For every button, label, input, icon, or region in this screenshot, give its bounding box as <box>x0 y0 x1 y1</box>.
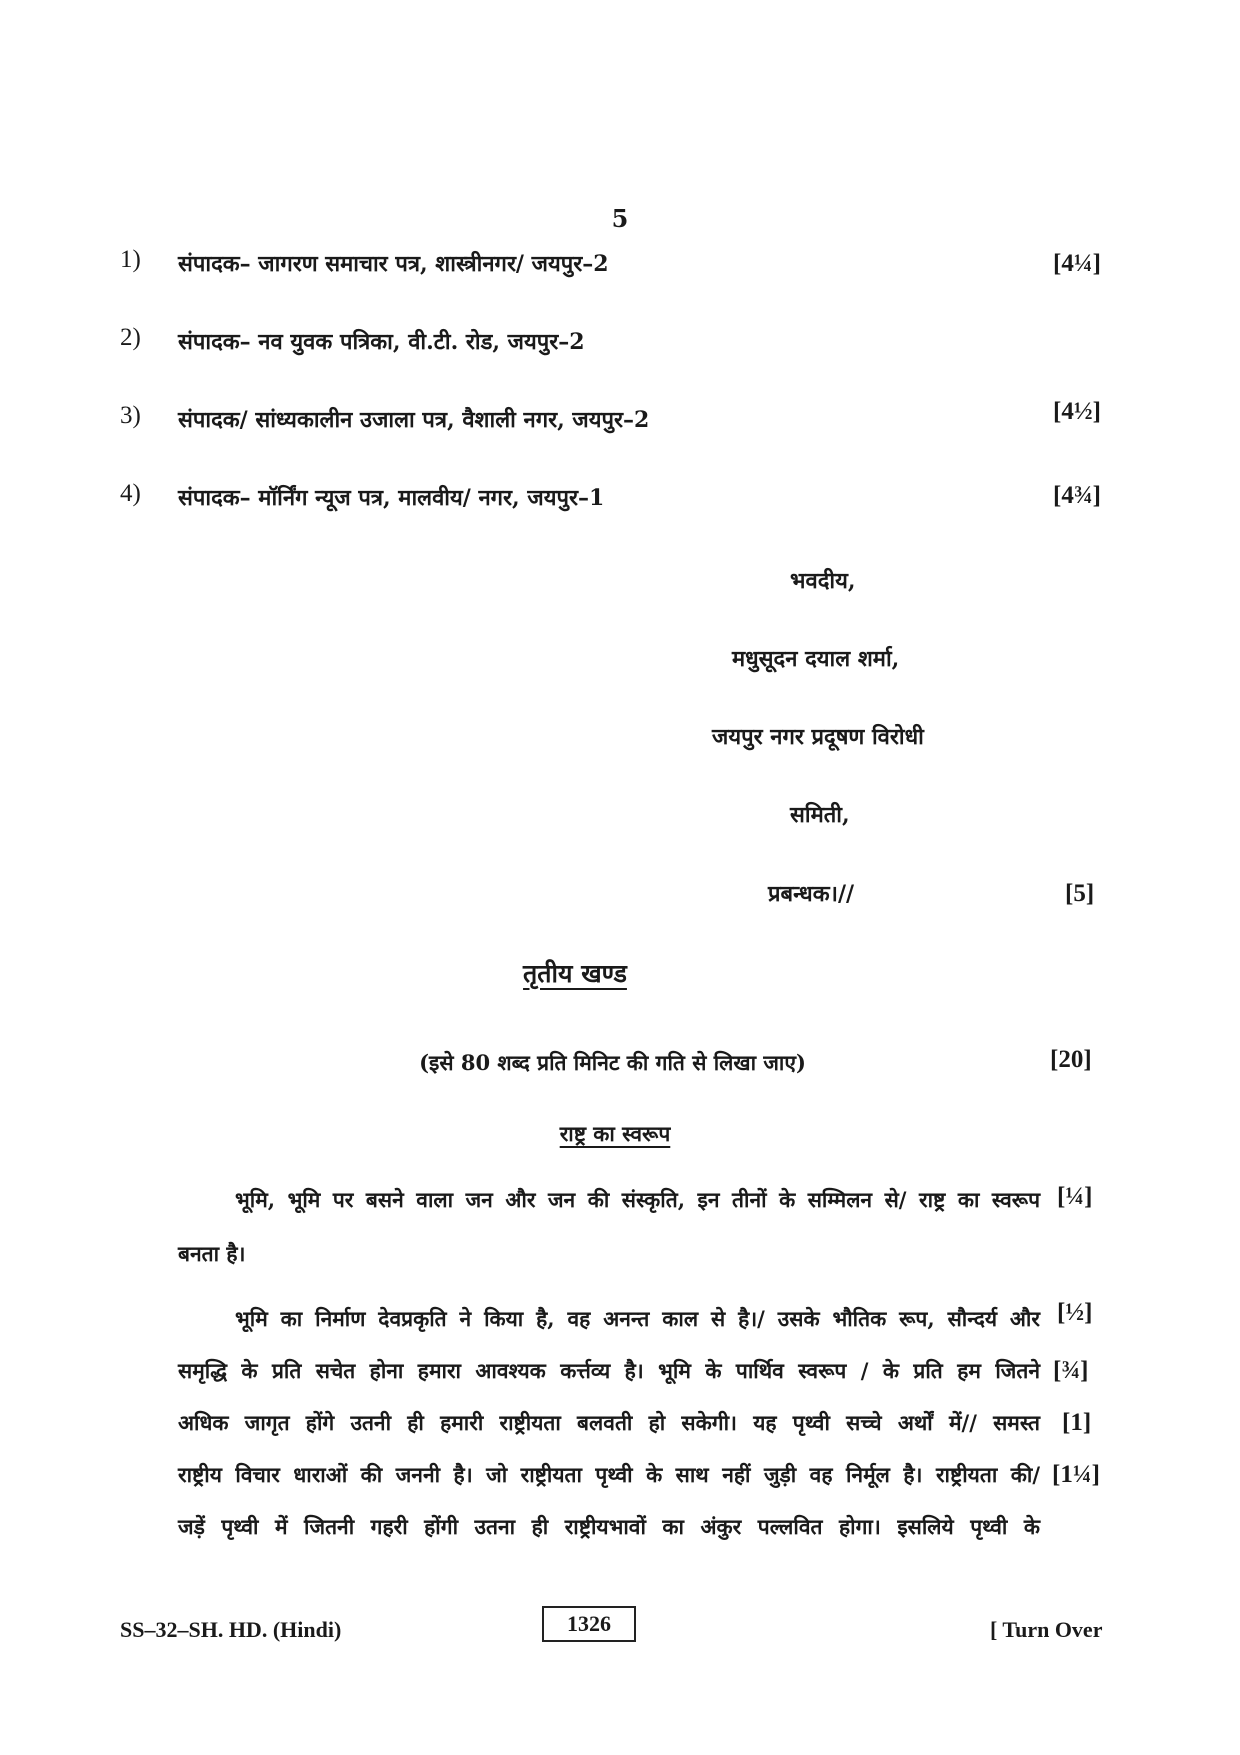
address-item-1 <box>120 246 1120 286</box>
signature-name: मधुसूदन दयाल शर्मा, <box>732 646 900 672</box>
section-title: तृतीय खण्ड <box>523 959 627 988</box>
passage-line: बनता है। <box>178 1241 246 1266</box>
address-number: 4) <box>120 480 141 507</box>
marks-4: [4¾] <box>1053 482 1101 509</box>
passage-line: जड़ें पृथ्वी में जितनी गहरी होंगी उतना ही राष्ट्रीयभावों का अंकुर पल्लवित होगा। इसलिये पृथ्वी के <box>178 1514 1040 1539</box>
signature-designation: प्रबन्धक।// <box>768 881 855 907</box>
marks-para1-1: [¼] <box>1057 1183 1093 1210</box>
page-code-box: 1326 <box>542 1606 636 1642</box>
paper-code: SS–32–SH. HD. (Hindi) <box>120 1617 342 1642</box>
marks-3: [4½] <box>1053 398 1101 425</box>
address-text: संपादक/ सांध्यकालीन उजाला पत्र, वैशाली नगर, जयपुर–2 <box>178 407 650 433</box>
signature-organisation-cont: समिती, <box>790 802 850 828</box>
passage-line: अधिक जागृत होंगे उतनी ही हमारी राष्ट्रीयता बलवती हो सकेगी। यह पृथ्वी सच्चे अर्थों में// समस्त <box>178 1410 1040 1435</box>
turn-over-label: [ Turn Over <box>990 1617 1103 1642</box>
signature-closing: भवदीय, <box>790 568 856 594</box>
address-item-4 <box>120 480 1120 520</box>
passage-line: राष्ट्रीय विचार धाराओं की जननी है। जो राष्ट्रीयता पृथ्वी के साथ नहीं जुड़ी वह निर्मूल है। राष्ट्रीयता की/ <box>178 1462 1040 1487</box>
passage-title: राष्ट्र का स्वरूप <box>559 1121 671 1146</box>
marks-para2-3: [1] <box>1062 1409 1092 1436</box>
marks-para2-4: [1¼] <box>1052 1461 1100 1488</box>
address-item-2 <box>120 324 1120 364</box>
address-number: 2) <box>120 324 141 351</box>
address-item-3 <box>120 402 1120 442</box>
address-number: 3) <box>120 402 141 429</box>
passage-line: समृद्धि के प्रति सचेत होना हमारा आवश्यक कर्त्तव्य है। भूमि के पार्थिव स्वरूप / के प्रति हम जितने <box>178 1358 1040 1383</box>
address-text: संपादक– जागरण समाचार पत्र, शास्त्रीनगर/ जयपुर–2 <box>178 251 609 277</box>
signature-organisation: जयपुर नगर प्रदूषण विरोधी <box>712 724 924 750</box>
marks-section: [20] <box>1050 1046 1092 1073</box>
marks-para2-2: [¾] <box>1053 1357 1089 1384</box>
marks-signature: [5] <box>1065 880 1095 907</box>
address-text: संपादक– मॉर्निंग न्यूज पत्र, मालवीय/ नगर, जयपुर–1 <box>178 485 605 511</box>
address-text: संपादक– नव युवक पत्रिका, वी.टी. रोड, जयपुर–2 <box>178 329 585 355</box>
section-note: (इसे 80 शब्द प्रति मिनिट की गति से लिखा जाए) <box>419 1050 806 1075</box>
passage-line: भूमि का निर्माण देवप्रकृति ने किया है, वह अनन्त काल से है।/ उसके भौतिक रूप, सौन्दर्य और <box>235 1306 1040 1331</box>
marks-1: [4¼] <box>1053 250 1101 277</box>
marks-para2-1: [½] <box>1057 1299 1093 1326</box>
address-number: 1) <box>120 246 141 273</box>
passage-line: भूमि, भूमि पर बसने वाला जन और जन की संस्कृति, इन तीनों के सम्मिलन से/ राष्ट्र का स्वरूप <box>235 1187 1040 1212</box>
page-number: 5 <box>611 204 629 233</box>
